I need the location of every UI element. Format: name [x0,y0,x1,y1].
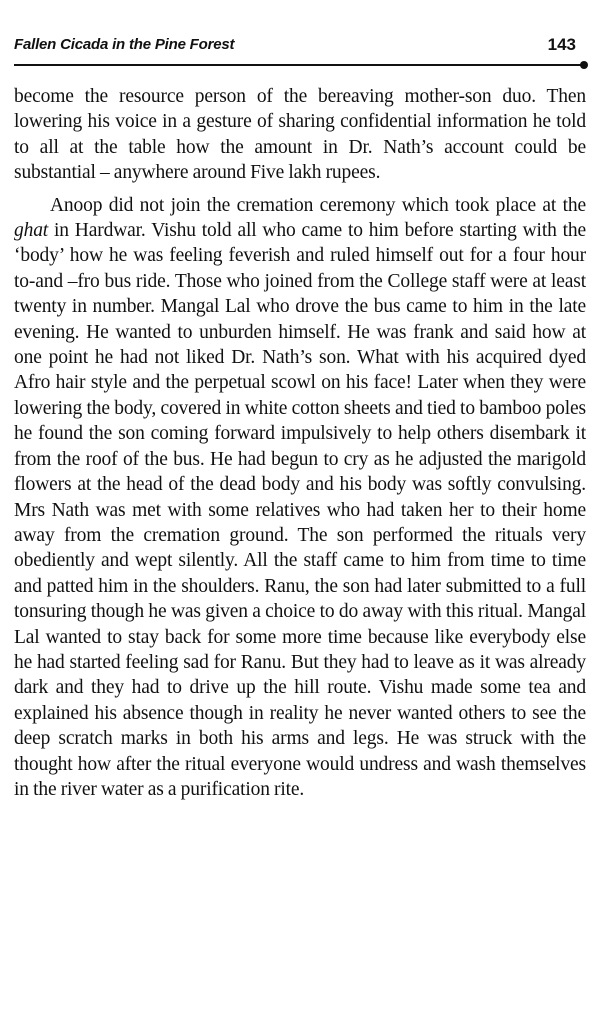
page-number: 143 [547,35,576,54]
paragraph: become the resource person of the bereaving mother-son duo. Then lowering his voice in a gesture of sharing confidential information he told to all at the table how the amount in Dr. Nath’s account could be substantial – anywhere around Five lakh rupees. [14,86,586,184]
paragraph-text-end: in Hardwar. Vishu told all who came to him before starting with the ‘body’ how he was feeling feverish and ruled himself out for a four hour to-and –fro bus ride. Those who joined from the College staff were at least twenty in number. Mangal Lal who drove the bus came to him in the late evening. He wanted to unburden himself. He was frank and said how at one point he had not liked Dr. Nath’s son. What with his acquired dyed Afro hair style and the perpetual scowl on his face! Later when they were lowering the body, covered in white cotton sheets and tied to bamboo poles he found the son coming forward impulsively to help others disembark it from the roof of the bus. He had begun to cry as he adjusted the marigold flowers at the head of the dead body and his body was softly convulsing. Mrs Nath was met with some relatives who had taken her to their home away from the cremation ground. The son performed the rituals very obediently and wept silently. All the staff came to him from time to time and patted him in the shoulders. Ranu, the son had later submitted to a full tonsuring though he was given a choice to do away with this ritual. Mangal Lal wanted to stay back for some more time because like everybody else he had started feeling sad for Ranu. But they had to leave as it was already dark and they had to drive up the hill route. Vishu made some tea and explained his absence though in reality he never wanted others to see the deep scratch marks in both his arms and legs. He was struck with the thought how after the ritual everyone would undress and wash themselves in the river water as a purification rite. [14,220,586,800]
running-title: Fallen Cicada in the Pine Forest [14,36,235,53]
header-rule-end-dot [580,61,588,69]
header-rule [14,64,586,66]
running-header [14,36,590,60]
italic-term: ghat [14,220,49,242]
paragraph [14,193,586,803]
paragraph-text-start: Anoop did not join the cremation ceremony which took place at the [50,194,586,216]
body-text [14,84,586,802]
